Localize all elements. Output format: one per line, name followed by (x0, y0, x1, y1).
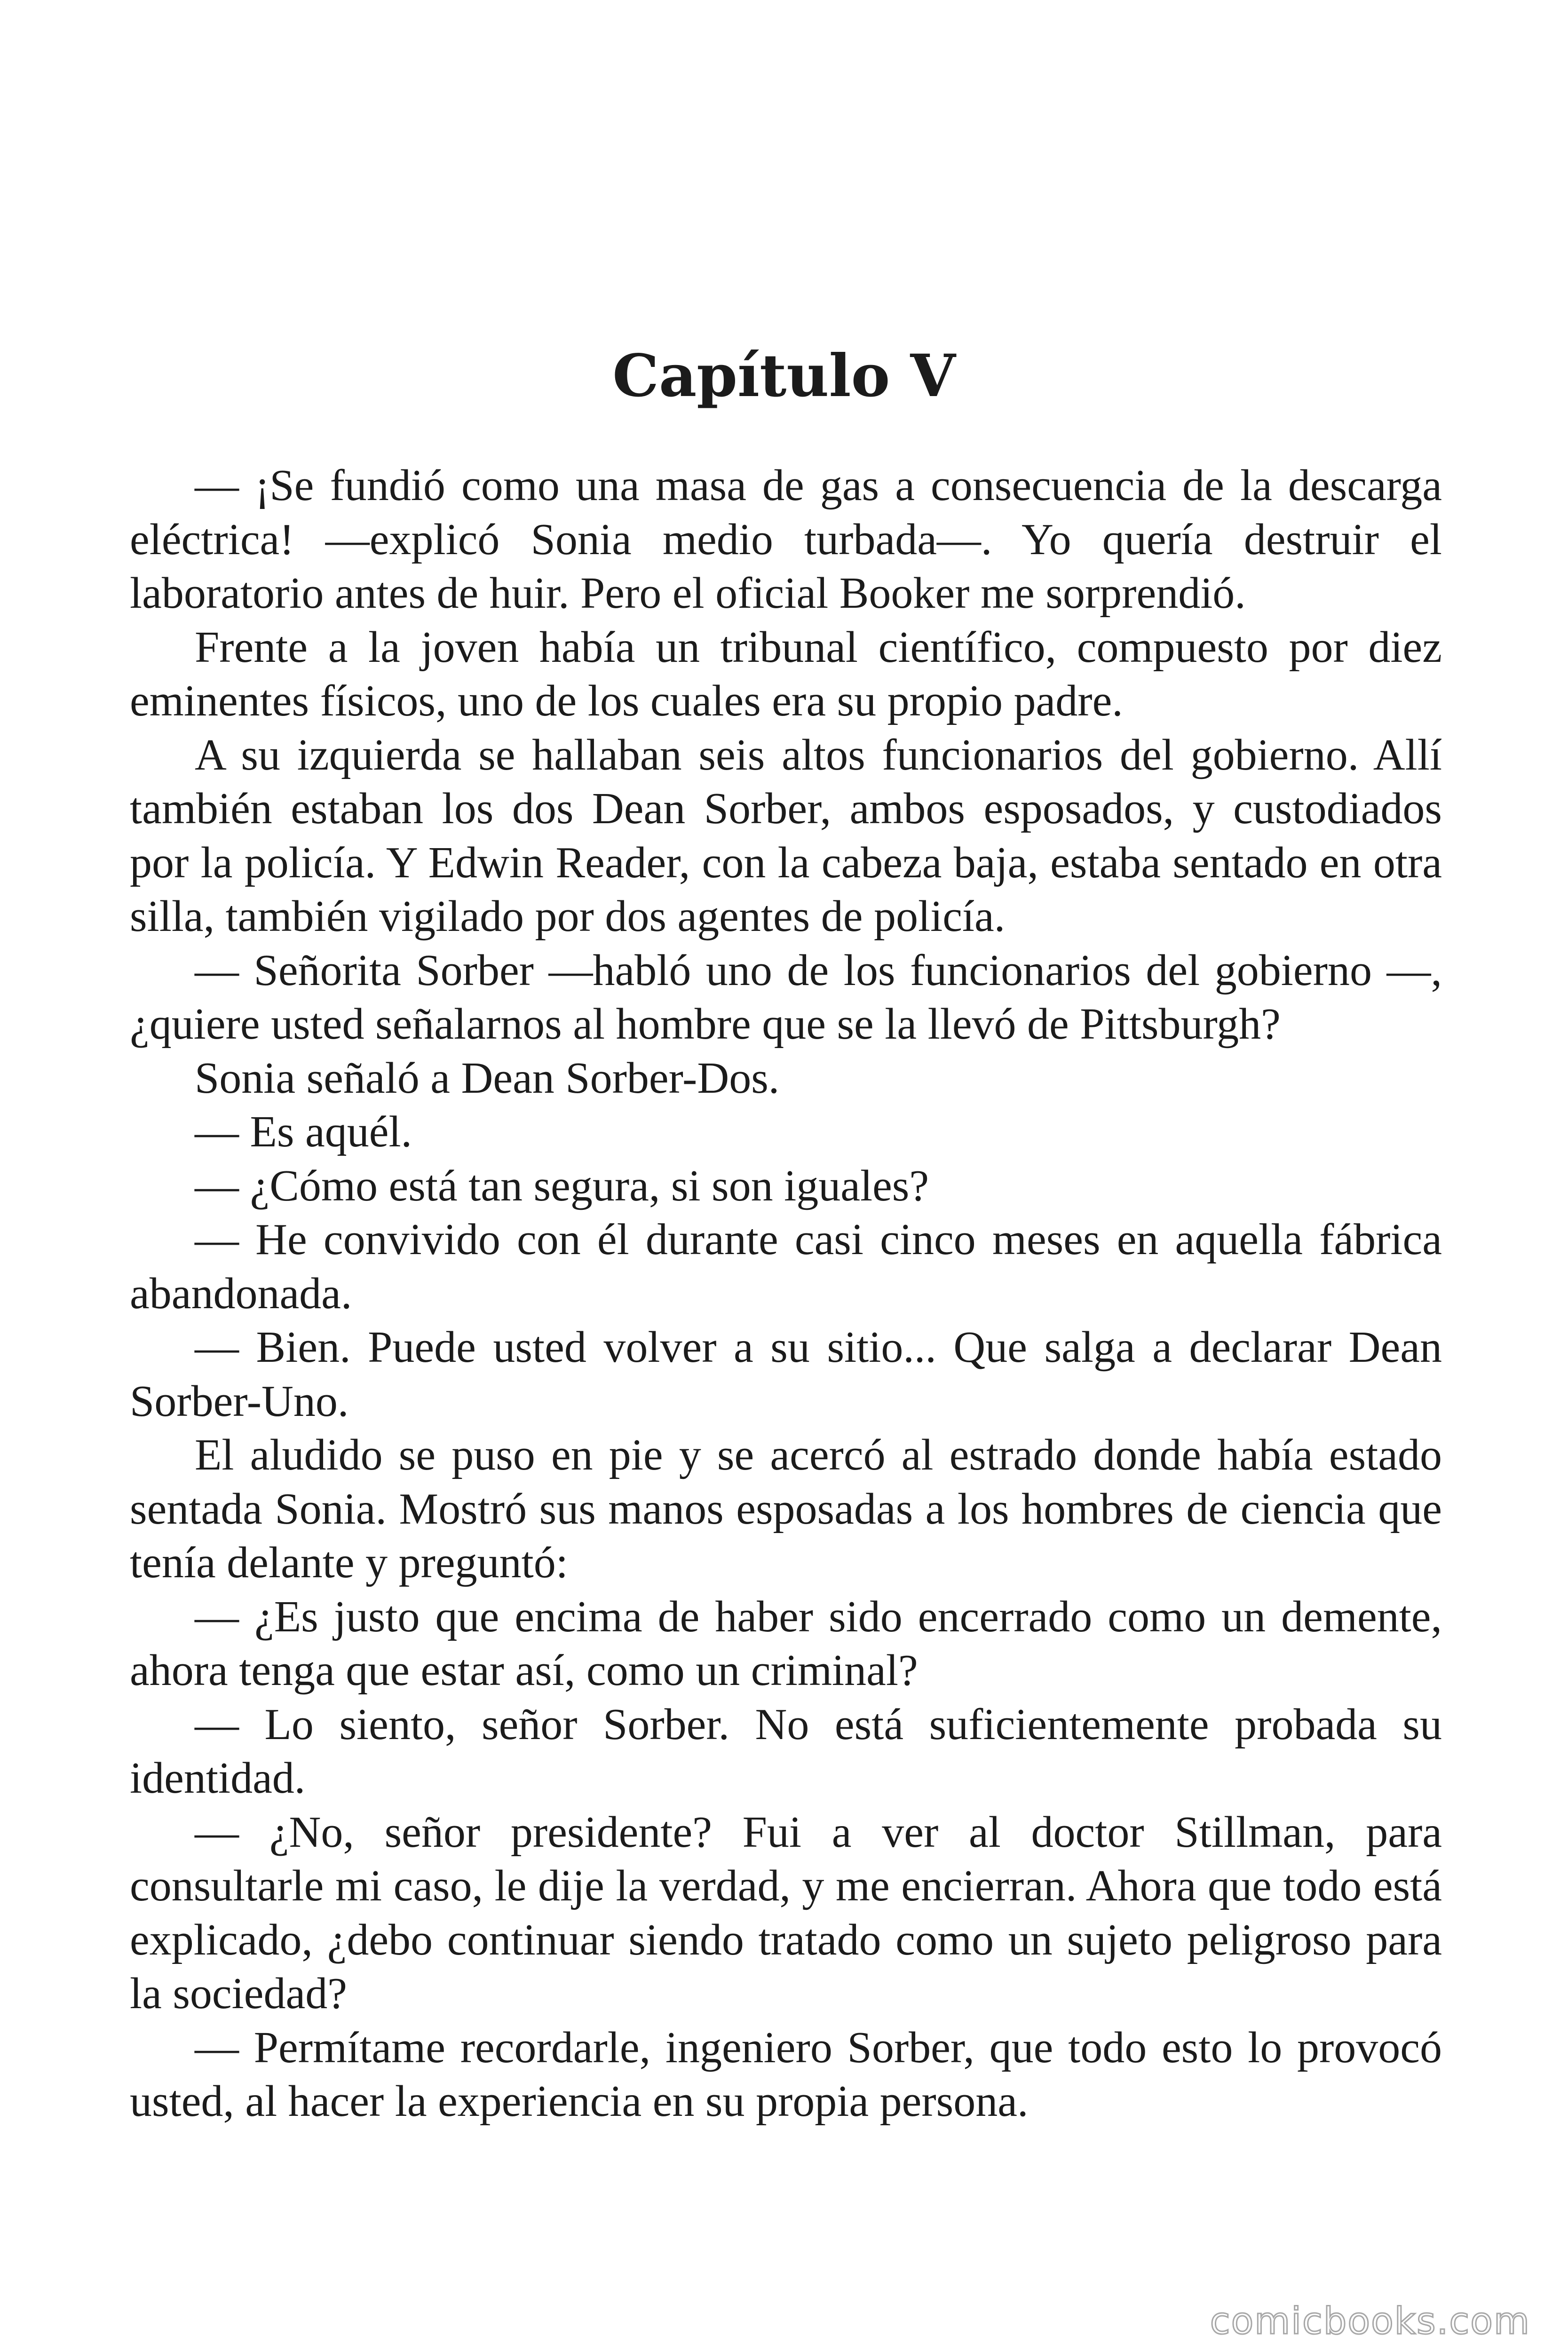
paragraph: — ¿Es justo que encima de haber sido encerrado como un demente, ahora tenga que estar así, como un criminal? (130, 1592, 1442, 1695)
chapter-body (130, 459, 1442, 2129)
paragraph: — Permítame recordarle, ingeniero Sorber, que todo esto lo provocó usted, al hacer la experiencia en su propia persona. (130, 2023, 1442, 2126)
paragraph: — Señorita Sorber —habló uno de los funcionarios del gobierno —, ¿quiere usted señalarnos al hombre que se la llevó de Pittsburgh? (130, 946, 1442, 1049)
paragraph: — Lo siento, señor Sorber. No está suficientemente probada su identidad. (130, 1700, 1442, 1803)
paragraph: — ¡Se fundió como una masa de gas a consecuencia de la descarga eléctrica! —explicó Sonia medio turbada—. Yo quería destruir el laboratorio antes de huir. Pero el oficial Booker me sorprendió. (130, 461, 1442, 618)
paragraph: A su izquierda se hallaban seis altos funcionarios del gobierno. Allí también estaban los dos Dean Sorber, ambos esposados, y custodiados por la policía. Y Edwin Reader, con la cabeza baja, estaba sentado en otra silla, también vigilado por dos agentes de policía. (130, 730, 1442, 941)
paragraph: — Bien. Puede usted volver a su sitio... Que salga a declarar Dean Sorber-Uno. (130, 1323, 1442, 1426)
paragraph: — Es aquél. (195, 1107, 412, 1156)
paragraph: — ¿Cómo está tan segura, si son iguales? (195, 1161, 929, 1210)
paragraph: — ¿No, señor presidente? Fui a ver al doctor Stillman, para consultarle mi caso, le dije la verdad, y me encierran. Ahora que todo está explicado, ¿debo continuar siendo tratado como un sujeto peligroso para la sociedad? (130, 1807, 1442, 2018)
paragraph: Frente a la joven había un tribunal científico, compuesto por diez eminentes físicos, uno de los cuales era su propio padre. (130, 622, 1442, 725)
paragraph: — He convivido con él durante casi cinco meses en aquella fábrica abandonada. (130, 1215, 1442, 1318)
paragraph: El aludido se puso en pie y se acercó al estrado donde había estado sentada Sonia. Mostró sus manos esposadas a los hombres de ciencia que tenía delante y preguntó: (130, 1430, 1442, 1587)
paragraph: Sonia señaló a Dean Sorber-Dos. (195, 1053, 780, 1103)
watermark: comicbooks.com (1210, 2300, 1530, 2343)
chapter-title: Capítulo V (612, 342, 956, 410)
